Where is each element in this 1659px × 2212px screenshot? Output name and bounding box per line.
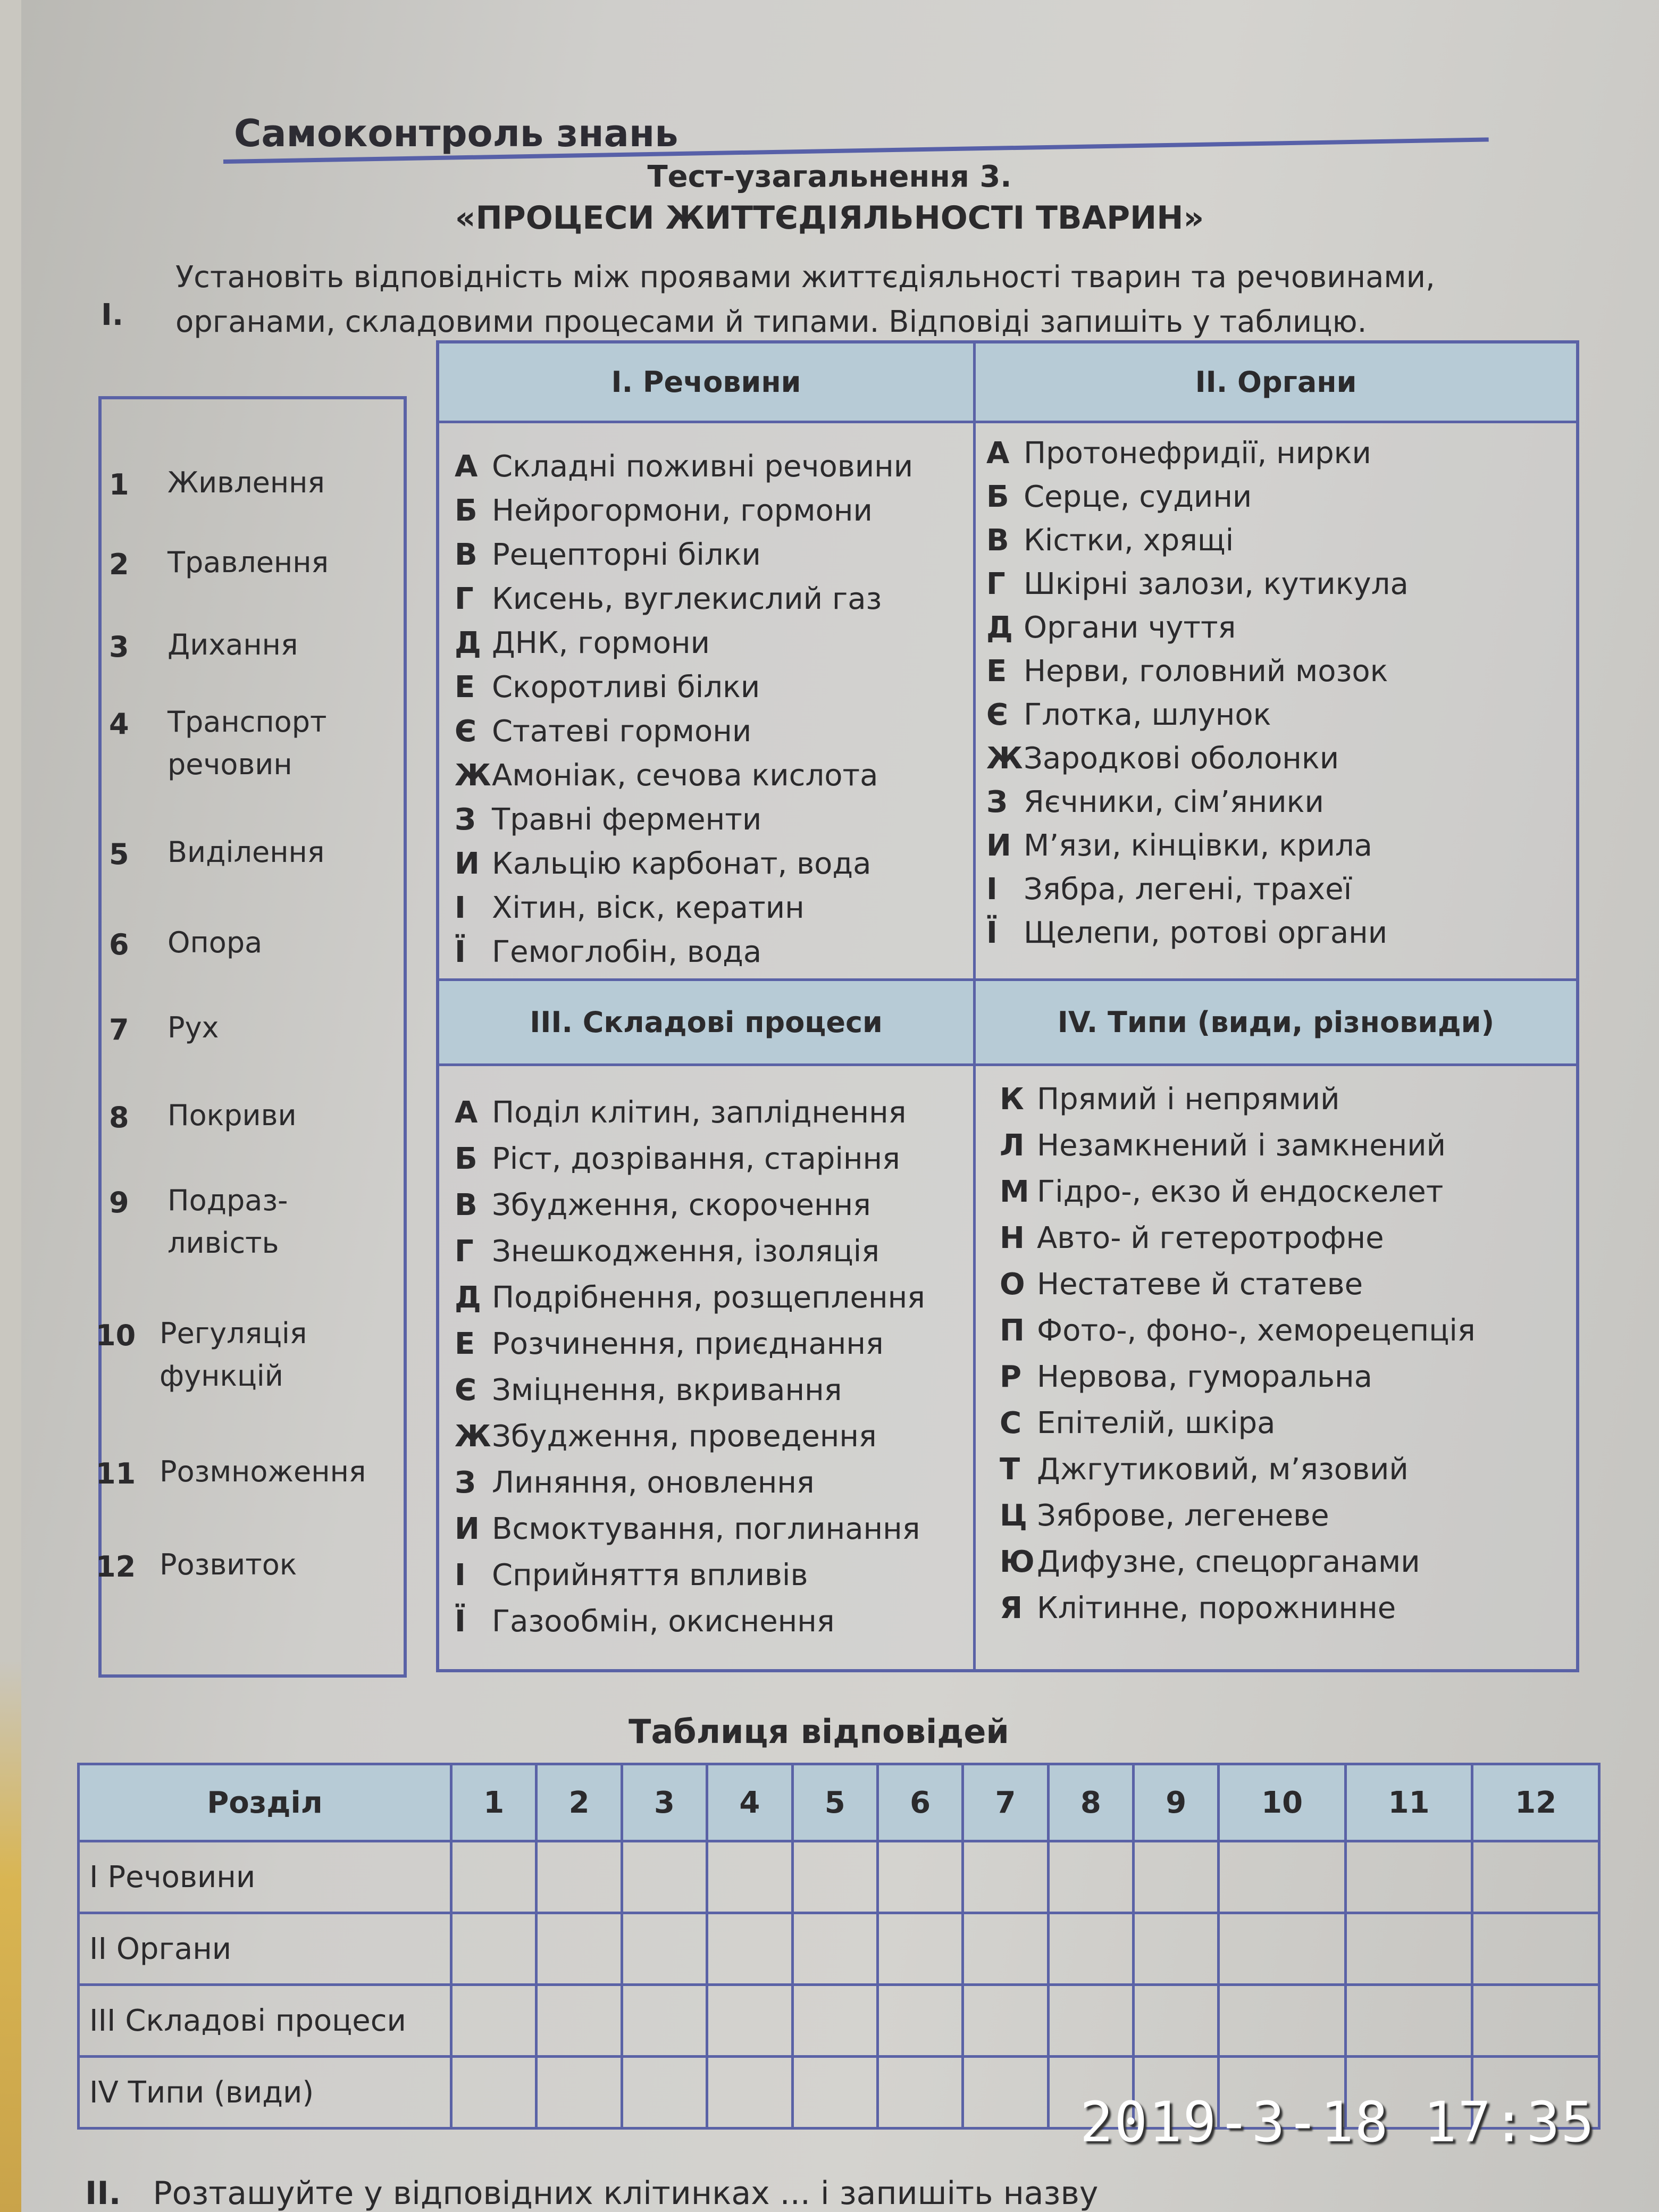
option-text: Збудження, проведення xyxy=(492,1419,877,1454)
answer-cell[interactable] xyxy=(707,1913,792,1985)
option-text: Дифузне, спецорганами xyxy=(1037,1545,1420,1579)
answer-cell[interactable] xyxy=(537,1985,622,2057)
answer-cell[interactable] xyxy=(1048,1985,1133,2057)
answer-cell[interactable] xyxy=(622,1841,707,1913)
option-letter: І xyxy=(455,1558,466,1593)
option-letter: Е xyxy=(455,670,475,705)
manifestation-number: 4 xyxy=(109,707,129,741)
option-text: Нейрогормони, гормони xyxy=(492,493,873,528)
option-letter: Ю xyxy=(1000,1545,1035,1579)
answer-table-row xyxy=(79,1841,1599,1913)
option-item xyxy=(1000,1221,1384,1255)
option-text: Зяброве, легеневе xyxy=(1037,1498,1329,1533)
manifestation-number: 6 xyxy=(109,928,129,961)
header-cell: 4 xyxy=(707,1764,792,1841)
answer-cell[interactable] xyxy=(792,1841,877,1913)
column-header: IV. Типи (види, різновиди) xyxy=(976,978,1576,1066)
option-item xyxy=(455,1465,815,1500)
option-item xyxy=(986,523,1234,558)
option-item xyxy=(1000,1267,1363,1302)
option-text: Глотка, шлунок xyxy=(1024,698,1271,732)
manifestation-label: Розвиток xyxy=(160,1548,297,1581)
manifestation-label: Виділення xyxy=(167,835,325,869)
answer-cell[interactable] xyxy=(1219,1841,1346,1913)
option-letter: М xyxy=(1000,1175,1029,1209)
option-text: Скоротливі білки xyxy=(492,670,760,705)
option-item xyxy=(986,436,1371,471)
option-letter: З xyxy=(986,785,1008,819)
column-divider xyxy=(973,340,976,1672)
option-letter: З xyxy=(455,1465,476,1500)
option-text: Газообмін, окиснення xyxy=(492,1604,835,1639)
option-letter: Є xyxy=(455,714,477,749)
option-item xyxy=(986,828,1372,863)
option-text: Зміцнення, вкривання xyxy=(492,1373,842,1407)
header-cell: 7 xyxy=(963,1764,1048,1841)
manifestation-label: Регуляція функцій xyxy=(160,1317,307,1393)
answer-cell[interactable] xyxy=(707,1985,792,2057)
option-text: Авто- й гетеротрофне xyxy=(1037,1221,1384,1255)
test-title: Тест-узагальнення 3. xyxy=(647,160,1012,194)
option-letter: Т xyxy=(1000,1452,1020,1487)
option-letter: А xyxy=(455,1095,478,1130)
manifestation-label: Рух xyxy=(167,1011,219,1044)
option-item xyxy=(455,538,761,572)
manifestation-label: Покриви xyxy=(167,1099,297,1132)
option-item xyxy=(455,758,878,793)
option-item xyxy=(455,1604,835,1639)
task-number: II. xyxy=(85,2175,121,2212)
option-item xyxy=(455,891,805,925)
answer-cell[interactable] xyxy=(622,1913,707,1985)
option-text: Нерви, головний мозок xyxy=(1024,654,1388,689)
answer-cell[interactable] xyxy=(537,2057,622,2129)
option-item xyxy=(1000,1082,1340,1117)
option-text: Клітинне, порожнинне xyxy=(1037,1591,1396,1626)
section-header: Самоконтроль знань xyxy=(234,112,678,155)
task-2 xyxy=(85,2175,1098,2212)
column-header: I. Речовини xyxy=(439,343,973,423)
answer-table-title: Таблиця відповідей xyxy=(629,1712,1009,1751)
option-letter: Є xyxy=(986,698,1009,732)
answer-cell[interactable] xyxy=(1134,1841,1219,1913)
header-cell: 1 xyxy=(451,1764,537,1841)
option-text: Гідро-, екзо й ендоскелет xyxy=(1037,1175,1444,1209)
option-letter: Д xyxy=(986,610,1013,645)
manifestation-label: Травлення xyxy=(167,546,329,579)
answer-cell[interactable] xyxy=(1472,1985,1599,2057)
option-letter: Г xyxy=(455,1234,474,1269)
option-item xyxy=(986,741,1339,776)
option-item xyxy=(986,610,1236,645)
option-item xyxy=(1000,1545,1420,1579)
option-letter: Е xyxy=(455,1327,475,1361)
option-letter: К xyxy=(1000,1082,1024,1117)
answer-cell[interactable] xyxy=(707,1841,792,1913)
answer-cell[interactable] xyxy=(451,2057,537,2129)
option-item xyxy=(455,714,751,749)
option-item xyxy=(455,626,710,660)
option-text: Знешкодження, ізоляція xyxy=(492,1234,879,1269)
option-letter: В xyxy=(455,538,477,572)
option-item xyxy=(986,567,1409,601)
option-text: Серце, судини xyxy=(1024,480,1252,514)
option-text: Амоніак, сечова кислота xyxy=(492,758,878,793)
answer-cell[interactable] xyxy=(963,2057,1048,2129)
option-text: Розчинення, приєднання xyxy=(492,1327,884,1361)
option-text: Незамкнений і замкнений xyxy=(1037,1128,1446,1163)
manifestation-number: 5 xyxy=(109,837,129,871)
option-item xyxy=(1000,1128,1446,1163)
answer-cell[interactable] xyxy=(1048,1841,1133,1913)
option-letter: Ц xyxy=(1000,1498,1027,1533)
option-text: Линяння, оновлення xyxy=(492,1465,815,1500)
option-letter: Р xyxy=(1000,1360,1022,1394)
option-letter: І xyxy=(986,872,998,907)
manifestation-label: Подраз-ливість xyxy=(167,1184,288,1260)
option-text: Джгутиковий, м’язовий xyxy=(1037,1452,1409,1487)
option-item xyxy=(986,872,1352,907)
manifestation-label: Опора xyxy=(167,926,263,959)
option-text: Протонефридії, нирки xyxy=(1024,436,1371,471)
option-item xyxy=(455,802,761,837)
manifestation-number: 7 xyxy=(109,1013,129,1046)
option-item xyxy=(455,1188,871,1222)
option-text: Гемоглобін, вода xyxy=(492,935,762,969)
option-text: Нестатеве й статеве xyxy=(1037,1267,1363,1302)
answer-cell[interactable] xyxy=(1345,1985,1472,2057)
option-letter: Б xyxy=(455,1142,477,1176)
option-text: Поділ клітин, запліднення xyxy=(492,1095,907,1130)
manifestation-number: 11 xyxy=(96,1457,136,1490)
option-item xyxy=(455,935,761,969)
option-item xyxy=(455,1512,920,1546)
option-text: Хітин, віск, кератин xyxy=(492,891,805,925)
option-letter: В xyxy=(455,1188,477,1222)
manifestation-label: Дихання xyxy=(167,628,298,661)
manifestation-label: Розмноження xyxy=(160,1455,366,1488)
manifestation-label: Живлення xyxy=(167,466,325,499)
header-cell: 2 xyxy=(537,1764,622,1841)
option-letter: З xyxy=(455,802,476,837)
page-edge xyxy=(0,0,21,2212)
option-item xyxy=(986,654,1388,689)
option-text: Рецепторні білки xyxy=(492,538,761,572)
answer-cell[interactable] xyxy=(707,2057,792,2129)
manifestation-number: 9 xyxy=(109,1186,129,1219)
option-letter: Ї xyxy=(986,916,998,950)
option-letter: Н xyxy=(1000,1221,1025,1255)
answer-table-header xyxy=(79,1764,1599,1841)
answer-cell[interactable] xyxy=(792,1913,877,1985)
answer-table-row xyxy=(79,1913,1599,1985)
option-item xyxy=(455,1558,808,1593)
option-item xyxy=(455,847,871,881)
option-letter: А xyxy=(986,436,1010,471)
manifestation-number: 10 xyxy=(96,1319,136,1352)
option-letter: И xyxy=(455,1512,480,1546)
option-letter: И xyxy=(986,828,1011,863)
answer-cell[interactable] xyxy=(1345,1913,1472,1985)
option-item xyxy=(455,670,760,705)
answer-cell[interactable] xyxy=(1134,1913,1219,1985)
option-letter: Я xyxy=(1000,1591,1023,1626)
photo-timestamp: 2019-3-18 17:35 xyxy=(1079,2090,1595,2155)
option-text: Зародкові оболонки xyxy=(1024,741,1339,776)
option-item xyxy=(455,1280,925,1315)
header-cell: 12 xyxy=(1472,1764,1599,1841)
option-text: Кістки, хрящі xyxy=(1024,523,1234,558)
option-item xyxy=(455,449,913,484)
answer-cell[interactable] xyxy=(792,2057,877,2129)
header-cell: Розділ xyxy=(79,1764,451,1841)
option-text: Всмоктування, поглинання xyxy=(492,1512,920,1546)
option-text: Зябра, легені, трахеї xyxy=(1024,872,1352,907)
option-item xyxy=(986,480,1252,514)
option-letter: П xyxy=(1000,1313,1025,1348)
row-label: II Органи xyxy=(79,1913,451,1985)
task-instruction: Установіть відповідність між проявами життєдіяльності тварин та речовинами, органами, складовими процесами й типами. Відповіді запишіть у таблицю. xyxy=(175,260,1435,339)
header-cell: 3 xyxy=(622,1764,707,1841)
answer-cell[interactable] xyxy=(877,1913,962,1985)
test-subtitle: «ПРОЦЕСИ ЖИТТЄДІЯЛЬНОСТІ ТВАРИН» xyxy=(455,199,1204,237)
option-letter: Д xyxy=(455,626,481,660)
option-item xyxy=(455,1142,900,1176)
option-text: Травні ферменти xyxy=(492,802,762,837)
option-letter: Г xyxy=(986,567,1006,601)
option-letter: И xyxy=(455,847,480,881)
header-cell: 10 xyxy=(1219,1764,1346,1841)
option-text: Сприйняття впливів xyxy=(492,1558,808,1593)
option-letter: А xyxy=(455,449,478,484)
option-item xyxy=(986,785,1324,819)
header-cell: 8 xyxy=(1048,1764,1133,1841)
manifestation-label: Транспорт речовин xyxy=(167,705,327,781)
option-letter: Ж xyxy=(455,1419,491,1454)
answer-cell[interactable] xyxy=(1472,1913,1599,1985)
answer-cell[interactable] xyxy=(1219,1913,1346,1985)
answer-cell[interactable] xyxy=(792,1985,877,2057)
option-letter: Б xyxy=(986,480,1009,514)
option-item xyxy=(455,493,873,528)
option-text: Складні поживні речовини xyxy=(492,449,914,484)
option-item xyxy=(455,1327,884,1361)
task-number: I. xyxy=(101,298,124,332)
answer-cell[interactable] xyxy=(963,1841,1048,1913)
header-cell: 5 xyxy=(792,1764,877,1841)
row-label: III Складові процеси xyxy=(79,1985,451,2057)
option-letter: О xyxy=(1000,1267,1025,1302)
option-text: Ріст, дозрівання, старіння xyxy=(492,1142,900,1176)
manifestation-number: 1 xyxy=(109,468,129,501)
option-letter: Ї xyxy=(455,935,466,969)
option-item xyxy=(455,1234,879,1269)
option-letter: Ж xyxy=(455,758,491,793)
column-header: II. Органи xyxy=(976,343,1576,423)
answer-cell[interactable] xyxy=(877,1841,962,1913)
option-text: Яєчники, сім’яники xyxy=(1024,785,1324,819)
option-text: М’язи, кінцівки, крила xyxy=(1024,828,1372,863)
answer-cell[interactable] xyxy=(1134,1985,1219,2057)
option-text: Щелепи, ротові органи xyxy=(1024,916,1388,950)
header-cell: 11 xyxy=(1345,1764,1472,1841)
answer-cell[interactable] xyxy=(1345,1841,1472,1913)
option-letter: Ж xyxy=(986,741,1023,776)
option-item xyxy=(1000,1360,1372,1394)
header-cell: 6 xyxy=(877,1764,962,1841)
header-cell: 9 xyxy=(1134,1764,1219,1841)
row-label: I Речовини xyxy=(79,1841,451,1913)
task-instruction: Розташуйте у відповідних клітинках ... і запишіть назву xyxy=(153,2175,1099,2212)
column-header: III. Складові процеси xyxy=(439,978,973,1066)
option-item xyxy=(1000,1406,1275,1440)
answer-cell[interactable] xyxy=(622,2057,707,2129)
option-item xyxy=(455,1095,906,1130)
manifestation-number: 2 xyxy=(109,548,129,581)
answer-cell[interactable] xyxy=(963,1913,1048,1985)
option-item xyxy=(986,916,1387,950)
option-text: Епітелій, шкіра xyxy=(1037,1406,1276,1440)
option-text: Органи чуття xyxy=(1024,610,1236,645)
option-item xyxy=(1000,1313,1476,1348)
manifestation-number: 8 xyxy=(109,1101,129,1134)
answer-cell[interactable] xyxy=(877,1985,962,2057)
answer-cell[interactable] xyxy=(537,1913,622,1985)
option-letter: І xyxy=(455,891,466,925)
option-letter: Д xyxy=(455,1280,481,1315)
option-letter: Б xyxy=(455,493,477,528)
option-text: Прямий і непрямий xyxy=(1037,1082,1340,1117)
option-letter: Є xyxy=(455,1373,477,1407)
answer-cell[interactable] xyxy=(963,1985,1048,2057)
answer-cell[interactable] xyxy=(1048,1913,1133,1985)
answer-cell[interactable] xyxy=(451,1913,537,1985)
option-item xyxy=(1000,1452,1409,1487)
option-text: Статеві гормони xyxy=(492,714,752,749)
answer-cell[interactable] xyxy=(622,1985,707,2057)
option-letter: С xyxy=(1000,1406,1022,1440)
option-item xyxy=(455,1419,877,1454)
option-item xyxy=(455,1373,842,1407)
option-letter: Г xyxy=(455,582,474,616)
option-letter: В xyxy=(986,523,1009,558)
manifestation-number: 12 xyxy=(96,1550,136,1583)
manifestation-number: 3 xyxy=(109,630,129,664)
option-text: Фото-, фоно-, хеморецепція xyxy=(1037,1313,1476,1348)
option-letter: Е xyxy=(986,654,1007,689)
option-item xyxy=(455,582,882,616)
option-letter: Л xyxy=(1000,1128,1025,1163)
answer-cell[interactable] xyxy=(877,2057,962,2129)
option-text: Подрібнення, розщеплення xyxy=(492,1280,925,1315)
option-text: Кальцію карбонат, вода xyxy=(492,847,872,881)
option-item xyxy=(1000,1591,1396,1626)
option-text: Кисень, вуглекислий газ xyxy=(492,582,882,616)
answer-table xyxy=(77,1763,1601,2130)
answer-cell[interactable] xyxy=(1219,1985,1346,2057)
option-text: ДНК, гормони xyxy=(492,626,710,660)
option-text: Нервова, гуморальна xyxy=(1037,1360,1372,1394)
option-text: Шкірні залози, кутикула xyxy=(1024,567,1409,601)
answer-cell[interactable] xyxy=(537,1841,622,1913)
answer-table-row xyxy=(79,1985,1599,2057)
option-item xyxy=(1000,1175,1443,1209)
option-letter: Ї xyxy=(455,1604,466,1639)
option-item xyxy=(986,698,1271,732)
option-text: Збудження, скорочення xyxy=(492,1188,871,1222)
answer-cell[interactable] xyxy=(451,1985,537,2057)
answer-cell[interactable] xyxy=(1472,1841,1599,1913)
row-label: IV Типи (види) xyxy=(79,2057,451,2129)
option-item xyxy=(1000,1498,1329,1533)
answer-cell[interactable] xyxy=(451,1841,537,1913)
